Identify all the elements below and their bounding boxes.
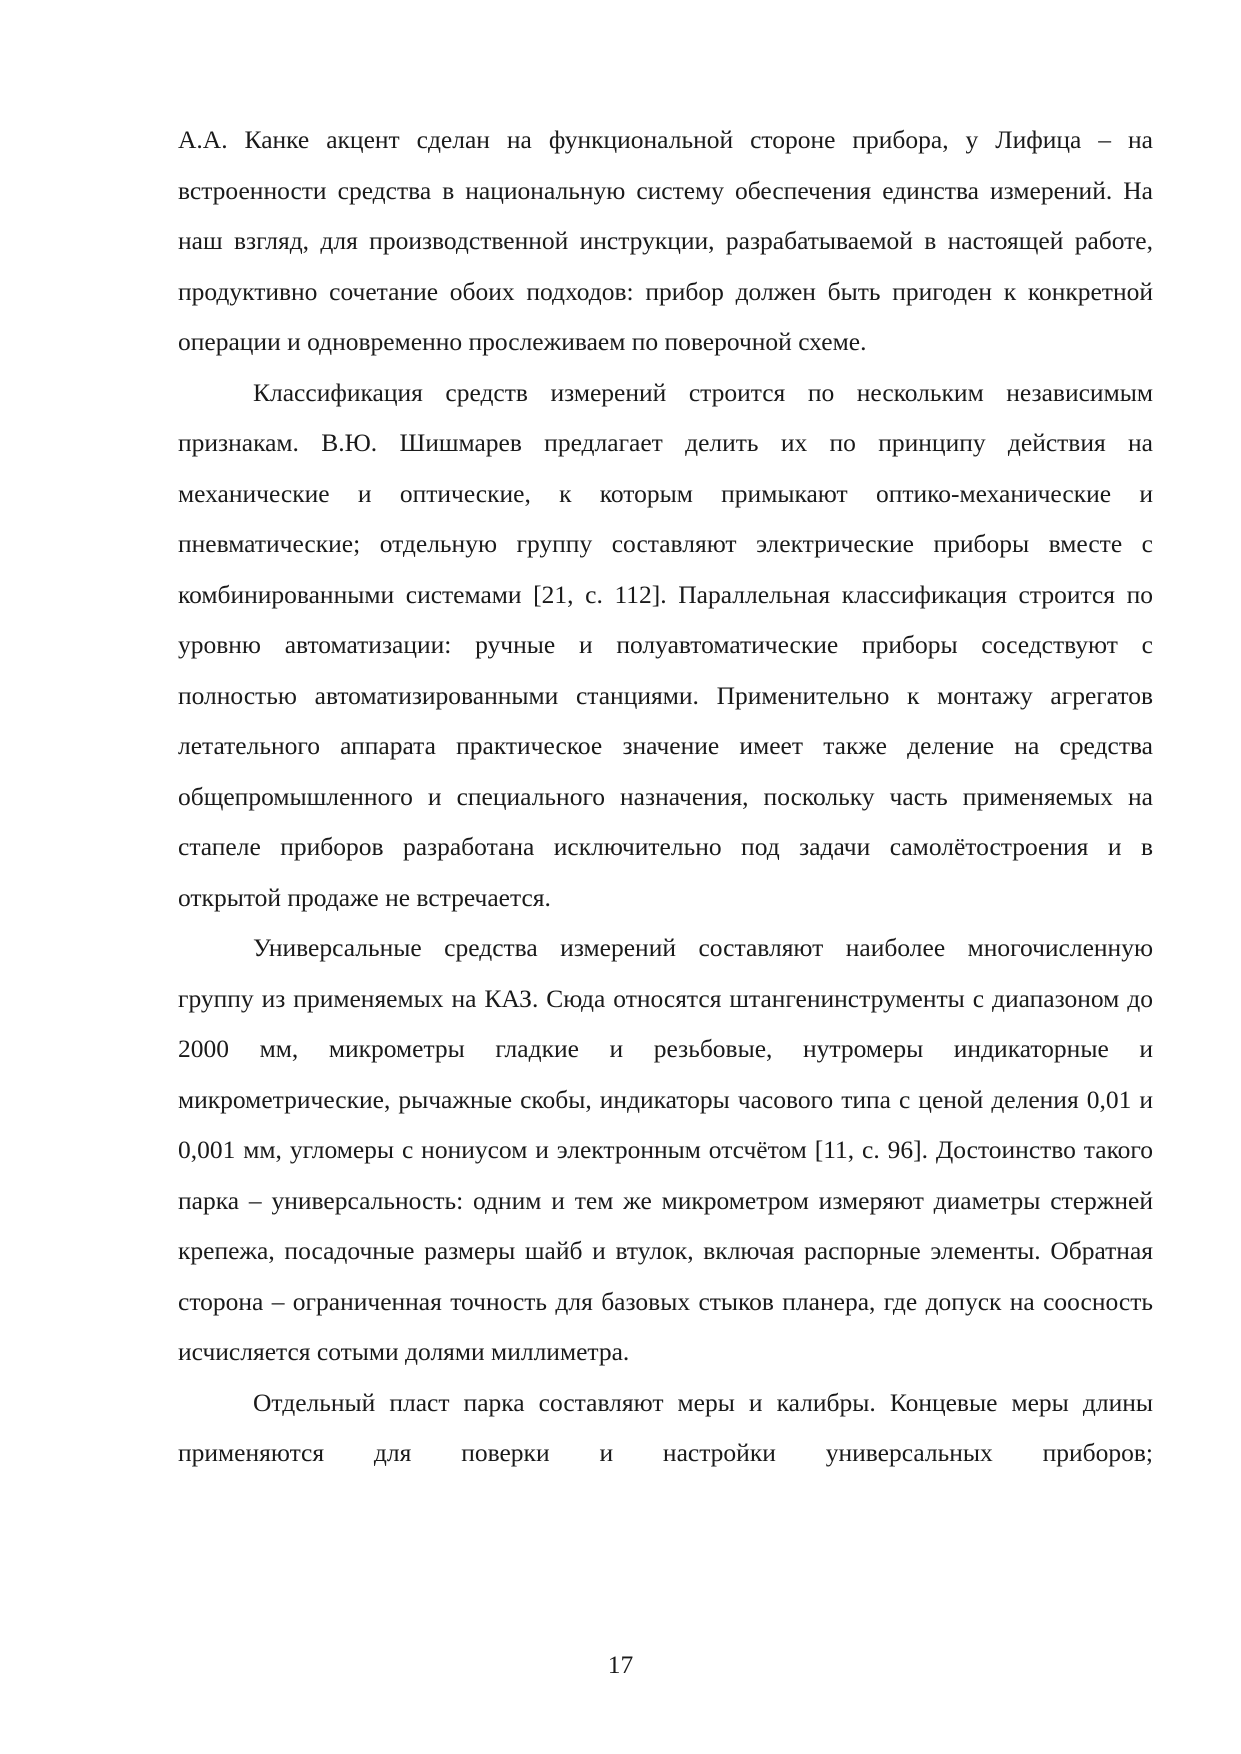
paragraph-2: Классификация средств измерений строится по нескольким независимым признакам. В.Ю. Шишмарев предлагает делить их по принципу действия на механические и оптические, к которым примыкают оптико-механические и пневматические; отдельную группу составляют электрические приборы вместе с комбинированными системами [21, с. 112]. Параллельная классификация строится по уровню автоматизации: ручные и полуавтоматические приборы соседствуют с полностью автоматизированными станциями. Применительно к монтажу агрегатов летательного аппарата практическое значение имеет также деление на средства общепромышленного и специального назначения, поскольку часть применяемых на стапеле приборов разработана исключительно под задачи самолётостроения и в открытой продаже не встречается. bbox=[178, 377, 1153, 912]
paragraph-4: Отдельный пласт парка составляют меры и калибры. Концевые меры длины применяются для поверки и настройки универсальных приборов; bbox=[178, 1387, 1153, 1467]
text-body bbox=[178, 115, 1153, 1479]
paragraph-1: А.А. Канке акцент сделан на функциональной стороне прибора, у Лифица – на встроенности средства в национальную систему обеспечения единства измерений. На наш взгляд, для производственной инструкции, разрабатываемой в настоящей работе, продуктивно сочетание обоих подходов: прибор должен быть пригоден к конкретной операции и одновременно прослеживаем по поверочной схеме. bbox=[178, 125, 1153, 356]
paragraph-3: Универсальные средства измерений составляют наиболее многочисленную группу из применяемых на КАЗ. Сюда относятся штангенинструменты с диапазоном до 2000 мм, микрометры гладкие и резьбовые, нутромеры индикаторные и микрометрические, рычажные скобы, индикаторы часового типа с ценой деления 0,01 и 0,001 мм, угломеры с нониусом и электронным отсчётом [11, с. 96]. Достоинство такого парка – универсальность: одним и тем же микрометром измеряют диаметры стержней крепежа, посадочные размеры шайб и втулок, включая распорные элементы. Обратная сторона – ограниченная точность для базовых стыков планера, где допуск на соосность исчисляется сотыми долями миллиметра. bbox=[178, 933, 1153, 1366]
page-number: 17 bbox=[607, 1650, 634, 1679]
